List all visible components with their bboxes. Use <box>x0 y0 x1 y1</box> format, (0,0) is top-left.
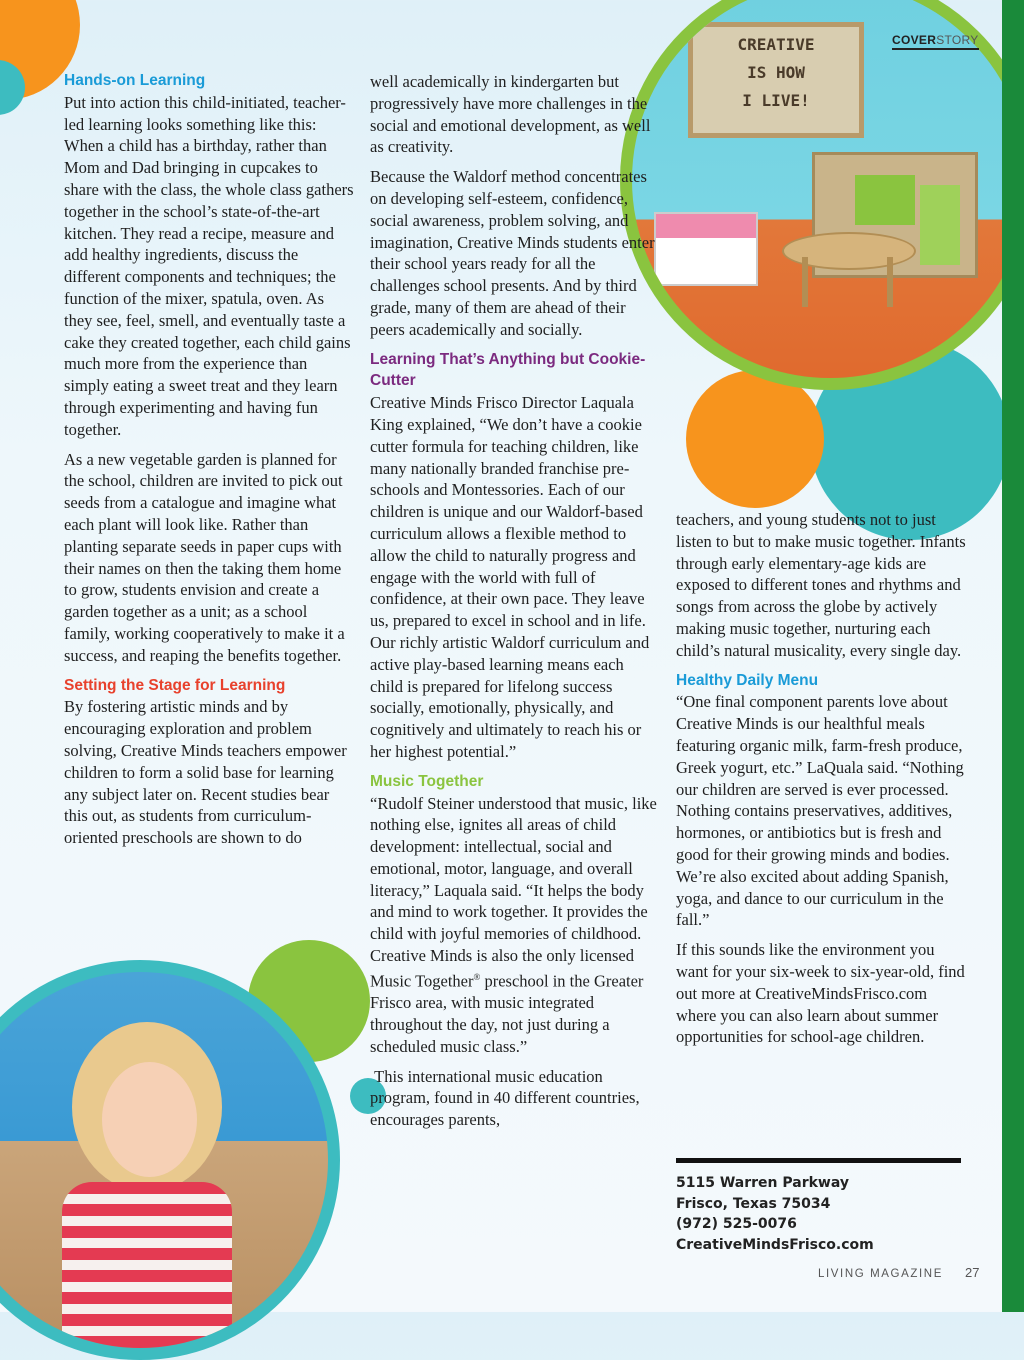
sign-line: IS HOW <box>747 63 805 82</box>
sign-line: I LIVE! <box>742 91 810 110</box>
column-1 <box>64 70 354 857</box>
magazine-name: LIVING MAGAZINE <box>818 1268 943 1280</box>
paragraph: well academically in kindergarten but progressively have more challenges in the social and emotional development, as well as creativity. <box>370 72 651 157</box>
sign-line: CREATIVE <box>737 35 815 54</box>
classroom-photo <box>620 0 1024 390</box>
classroom-sign <box>688 22 864 138</box>
paragraph: “One final component parents love about Creative Minds is our healthful meals featuring organic milk, farm-fresh produce, Greek yogurt, etc.” LaQuala said. “Nothing our children are served is ever processed. Nothing contains preservatives, additives, hormones, or antibiotics but is fresh and good for their growing minds and bodies. We’re also excited about adding Spanish, yoga, and dance to our curriculum in the fall.” <box>676 692 964 930</box>
paragraph: Because the Waldorf method concentrates on developing self-esteem, confidence, social awareness, problem solving, and imagination, Creative Minds students enter their school years ready for all the challenges school presents. And by third grade, many of them are ahead of their peers academically and socially. <box>370 167 655 339</box>
address-line: Frisco, Texas 75034 <box>676 1195 831 1212</box>
child-face <box>102 1062 197 1177</box>
column-3 <box>676 509 966 1056</box>
address-line: 5115 Warren Parkway <box>676 1175 849 1191</box>
child-dress <box>62 1182 232 1360</box>
page-number: 27 <box>965 1265 980 1280</box>
column-2 <box>370 71 660 1139</box>
paragraph: Creative Minds Frisco Director Laquala King explained, “We don’t have a cookie cutter formula for teaching children, like many nationally branded franchise pre-schools and Montessories. Each of our children is unique and our Waldorf-based curriculum allows a flexible method to allow the child to naturally progress and engage with the world with full of confidence, at their own pace. They leave us, prepared to excel in school and in life. Our richly artistic Waldorf curriculum and active play-based learning means each child is prepared for lifelong success socially, emotionally, physically, and cognitively and ultimately to reach his or her highest potential.” <box>370 393 650 761</box>
paragraph: This international music education program, found in 40 different countries, encourages parents, <box>370 1066 644 1130</box>
decor-circle-orange-mid <box>686 370 824 508</box>
heading-hands-on-learning: Hands-on Learning <box>64 72 206 89</box>
paragraph: Put into action this child-initiated, teacher-led learning looks something like this: When a child has a birthday, rather than Mom and Dad bringing in cupcakes to share with the class, the whole class gathers together in the school’s state-of-the-art kitchen. They read a recipe, measure and add healthy ingredients, discuss the different components and techniques; the function of the mixer, spatula, oven. As they see, feel, smell, and eventually taste a cake they created together, each child gains much more from the experience than simply eating a sweet treat and they learn through experimenting and having fun together. <box>64 92 354 439</box>
contact-block <box>676 1158 961 1255</box>
website-link[interactable]: CreativeMindsFrisco.com <box>676 1236 874 1253</box>
heading-setting-the-stage: Setting the Stage for Learning <box>64 676 286 694</box>
paragraph: teachers, and young students not to just listen to but to make music together. Infants through early elementary-age kids are exposed to different tones and rhythms and songs from across the globe by actively making music together, nurturing each child’s natural musicality, every single day. <box>676 510 966 660</box>
phone-number: (972) 525-0076 <box>676 1216 797 1232</box>
toy-crib <box>654 212 758 286</box>
heading-cookie-cutter: Learning That’s Anything but Cookie-Cutter <box>370 350 646 390</box>
heading-music-together: Music Together <box>370 772 484 790</box>
paragraph: If this sounds like the environment you want for your six-week to six-year-old, find out more at CreativeMindsFrisco.com where you can also learn about summer opportunities for school-age children. <box>676 940 965 1047</box>
paragraph: As a new vegetable garden is planned for the school, children are invited to pick out seeds from a catalogue and imagine what each plant will look like. Rather than planting separate seeds in paper cups with their names on then the taking them home to grow, students envision and create a garden together as a unit; as a school family, working cooperatively to make it a success, and reaping the benefits together. <box>64 449 345 665</box>
paragraph: By fostering artistic minds and by encouraging exploration and problem solving, Creative Minds teachers empower children to form a solid base for learning any subject later on. Recent studies bear this out, as students from curriculum-oriented preschools are shown to do <box>64 697 347 848</box>
paragraph: “Rudolf Steiner understood that music, like nothing else, ignites all areas of child development: intellectual, social and emotional, motor, language, and overall literacy,” Laquala said. “It helps the body and mind to work together. It provides the child with joyful memories of childhood. Creative Minds is also the only licensed Music Together® preschool in the Greater Frisco area, with music integrated throughout the day, not just during a scheduled music class.” <box>370 793 657 1056</box>
section-label: COVERSTORY <box>892 33 979 50</box>
page-edge-bar <box>1002 0 1024 1312</box>
heading-healthy-daily-menu: Healthy Daily Menu <box>676 671 819 689</box>
